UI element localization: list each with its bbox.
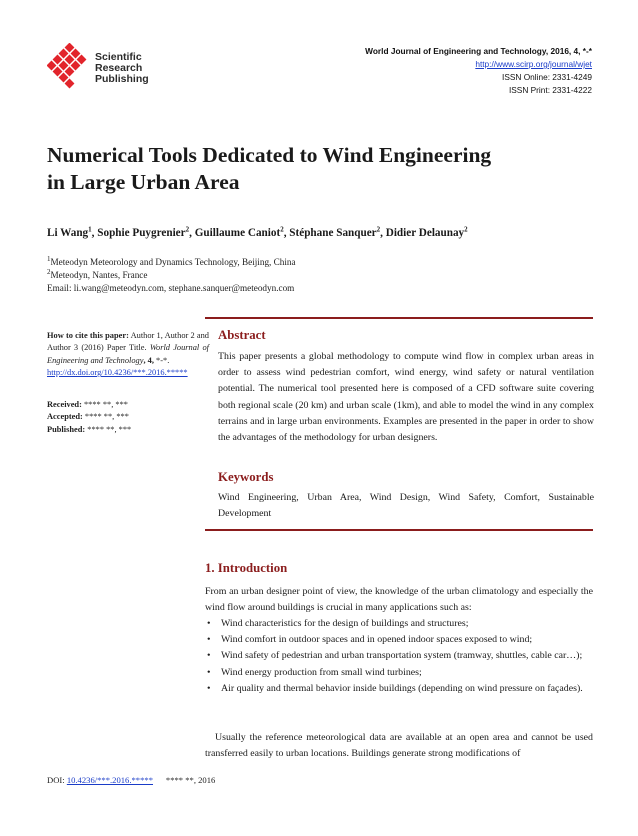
introduction-heading: 1. Introduction	[205, 561, 288, 575]
citation-box: How to cite this paper: Author 1, Author 2 and Author 3 (2016) Paper Title. World Journal of Engineering and Technology, 4, *-*. http://dx.doi.org/10.4236/***.2016.*****	[47, 331, 209, 378]
journal-name: World Journal of Engineering and Technology, 2016, 4, *-*	[365, 46, 592, 56]
published-date: Published: **** **, ***	[47, 424, 132, 434]
issn-online: ISSN Online: 2331-4249	[502, 72, 592, 82]
abstract-heading: Abstract	[218, 328, 266, 342]
footer-date: **** **, 2016	[165, 775, 216, 785]
affiliation: $^1$Meteodyn Meteorology and Dynamics Technology, Beijing, China	[47, 254, 296, 267]
issn-print: ISSN Print: 2331-4222	[508, 85, 592, 95]
list-item: • Wind energy production from small wind turbines;	[205, 665, 593, 681]
page-footer: DOI: 10.4236/***.2016.***** **** **, 2016	[47, 775, 216, 785]
section-divider	[205, 317, 593, 319]
bullet-icon: •	[207, 682, 211, 694]
citation-doi-link[interactable]: http://dx.doi.org/10.4236/***.2016.*****	[47, 368, 188, 378]
received-date: Received: **** **, ***	[47, 400, 128, 409]
bullet-icon: •	[207, 666, 211, 678]
journal-info	[365, 45, 592, 97]
affiliation: $^2$Meteodyn, Nantes, France	[47, 267, 148, 280]
publisher-name: Scientific Research Publishing	[95, 51, 149, 85]
footer-doi-link[interactable]: 10.4236/***.2016.*****	[66, 775, 153, 785]
intro-paragraph: Usually the reference meteorological data are available at an open area and cannot be used transferred easily to urban locations. Buildings generate strong modifications of	[205, 732, 593, 760]
author: Stéphane Sanquer$^2$,	[289, 225, 386, 239]
publication-dates	[47, 399, 209, 436]
author: Didier Delaunay$^2$	[385, 225, 468, 239]
author: Guillaume Caniot$^2$,	[194, 225, 290, 239]
bullet-icon: •	[207, 634, 211, 646]
keywords-heading: Keywords	[218, 470, 274, 484]
author-list	[47, 227, 607, 239]
author: Sophie Puygrenier$^2$,	[97, 225, 195, 239]
list-item: • Air quality and thermal behavior inside buildings (depending on wind pressure on façades).	[205, 681, 593, 697]
publisher-logo-icon	[47, 43, 93, 89]
accepted-date: Accepted: **** **, ***	[47, 412, 129, 422]
bullet-icon: •	[207, 650, 211, 662]
abstract-text: This paper presents a global methodology to compute wind flow in complex urban areas in order to assess wind pedestrian comfort, wind energy, wind safety or natural ventilation potential. The numerical tool presented here is composed of a CFD software suite covering both regional scale (20 km) and urban scale (1km), and able to model the wind in any complex terrains and in large urban environments. Examples are presented in the paper in order to show the advantages of the methodology for urban designers.	[218, 351, 594, 444]
publisher-logo	[47, 43, 167, 91]
email-line: Email: li.wang@meteodyn.com, stephane.sanquer@meteodyn.com	[47, 283, 295, 293]
bullet-icon: •	[207, 618, 211, 629]
author: Li Wang$^1$,	[47, 225, 98, 239]
keywords-text: Wind Engineering, Urban Area, Wind Design, Wind Safety, Comfort, Sustainable Development	[218, 492, 594, 520]
paper-title: Numerical Tools Dedicated to Wind Engineering in Large Urban Area	[47, 143, 492, 194]
journal-url-link[interactable]: http://www.scirp.org/journal/wjet	[475, 59, 592, 69]
list-item: • Wind comfort in outdoor spaces and in opened indoor spaces exposed to wind;	[205, 632, 593, 648]
list-item: • Wind safety of pedestrian and urban transportation system (tramway, shuttles, cable car…);	[205, 648, 593, 664]
intro-bullet-list	[205, 616, 593, 697]
list-item: • Wind characteristics for the design of buildings and structures;	[205, 616, 593, 632]
section-divider	[205, 529, 593, 531]
intro-paragraph: From an urban designer point of view, the knowledge of the urban climatology and especially the wind flow around buildings is crucial in many applications such as:	[205, 586, 593, 614]
